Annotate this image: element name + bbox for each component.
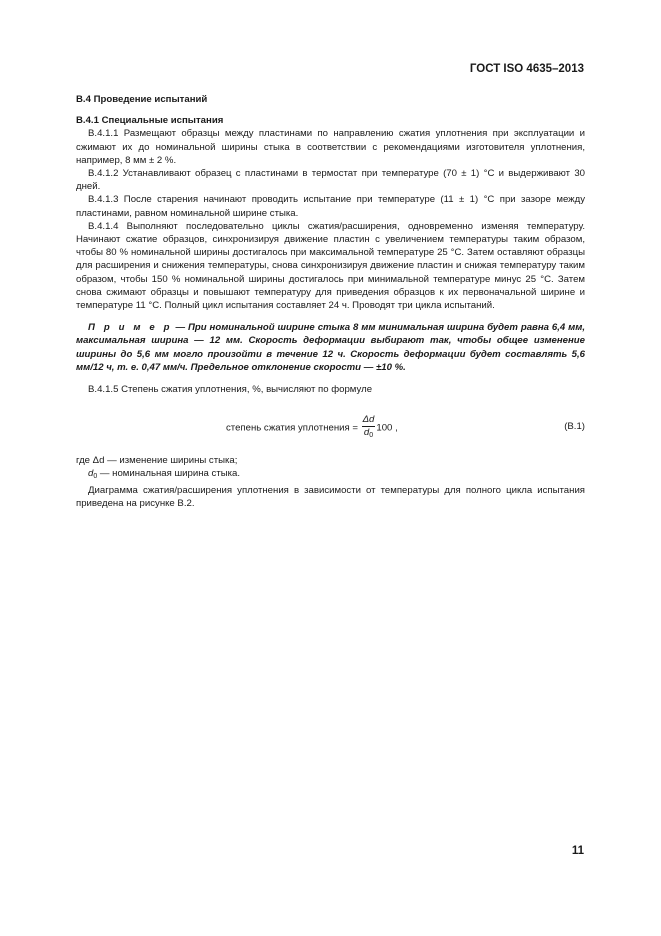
equation-number: (В.1) bbox=[564, 421, 585, 433]
paragraph-b414: В.4.1.4 Выполняют последовательно циклы сжатия/расширения, одновременно изменяя температуру. Начинают сжатие образцов, синхронизируя движение пластин с увеличением температуры таким образом, чтобы 80 % номинальной ширины достигалось при максимальной температуре 25 °С. Затем оставляют образцы для расширения и снижения температуры, снова синхронизируя движение пластин и снижая температуру таким образом, чтобы 150 % номинальной ширины достигалось при минимальной температуре минус 25 °С. Затем снова сжимают образцы и повышают температуру для приведения образцов к их первоначальной ширине и температуре 11 °С. Полный цикл испытания составляет 24 ч. Проводят три цикла испытаний. bbox=[76, 220, 585, 312]
formula-numerator: Δd bbox=[362, 414, 375, 426]
document-body bbox=[76, 93, 585, 510]
document-code: ГОСТ ISO 4635–2013 bbox=[469, 63, 584, 75]
subsection-heading: В.4.1 Специальные испытания bbox=[76, 115, 224, 127]
example-label: П р и м е р bbox=[88, 322, 173, 334]
formula-denominator-subscript: 0 bbox=[369, 432, 374, 440]
section-heading: В.4 Проведение испытаний bbox=[76, 94, 208, 105]
paragraph-b412: В.4.1.2 Устанавливают образец с пластинами в термостат при температуре (70 ± 1) °С и выдерживают 30 дней. bbox=[76, 168, 585, 193]
formula-b1 bbox=[76, 410, 585, 444]
paragraph-b415: В.4.1.5 Степень сжатия уплотнения, %, вычисляют по формуле bbox=[88, 384, 373, 396]
example-text: — При номинальной ширине стыка 8 мм минимальная ширина будет равна 6,4 мм, максимальная ширина — 12 мм. Скорость деформации выбирают так, чтобы общее изменение ширины до 5,6 мм могло произойти в течение 12 ч. Скорость деформации будет составлять 5,6 мм/12 ч, т. е. 0,47 мм/ч. Предельное отклонение скорости — ±10 %. bbox=[76, 322, 586, 373]
page-number: 11 bbox=[571, 845, 584, 857]
where-symbol-subscript: 0 bbox=[93, 473, 98, 481]
paragraph-b411: В.4.1.1 Размещают образцы между пластинами по направлению сжатия уплотнения при эксплуатации и сжимают их до номинальной ширины стыка в соответствии с рекомендациями изготовителя уплотнения, например, 8 мм ± 2 %. bbox=[76, 128, 585, 166]
formula-denominator bbox=[362, 427, 376, 442]
formula-denominator-symbol: d bbox=[363, 427, 370, 439]
example-note bbox=[76, 321, 585, 374]
where-symbol: d bbox=[88, 468, 94, 480]
paragraph-b413: В.4.1.3 После старения начинают проводить испытание при температуре (11 ± 1) °С при зазоре между пластинами, равном номинальной ширине стыка. bbox=[76, 194, 585, 219]
where-line-2 bbox=[76, 467, 585, 483]
formula-fraction bbox=[362, 414, 376, 442]
formula-expression bbox=[226, 414, 398, 442]
closing-paragraph: Диаграмма сжатия/расширения уплотнения в зависимости от температуры для полного цикла испытания приведена на рисунке В.2. bbox=[76, 484, 585, 509]
where-line-2-text: — номинальная ширина стыка. bbox=[97, 468, 241, 480]
formula-factor: 100 , bbox=[376, 422, 398, 434]
formula-lhs: степень сжатия уплотнения = bbox=[226, 422, 361, 434]
where-line-1: где Δd — изменение ширины стыка; bbox=[76, 455, 238, 467]
